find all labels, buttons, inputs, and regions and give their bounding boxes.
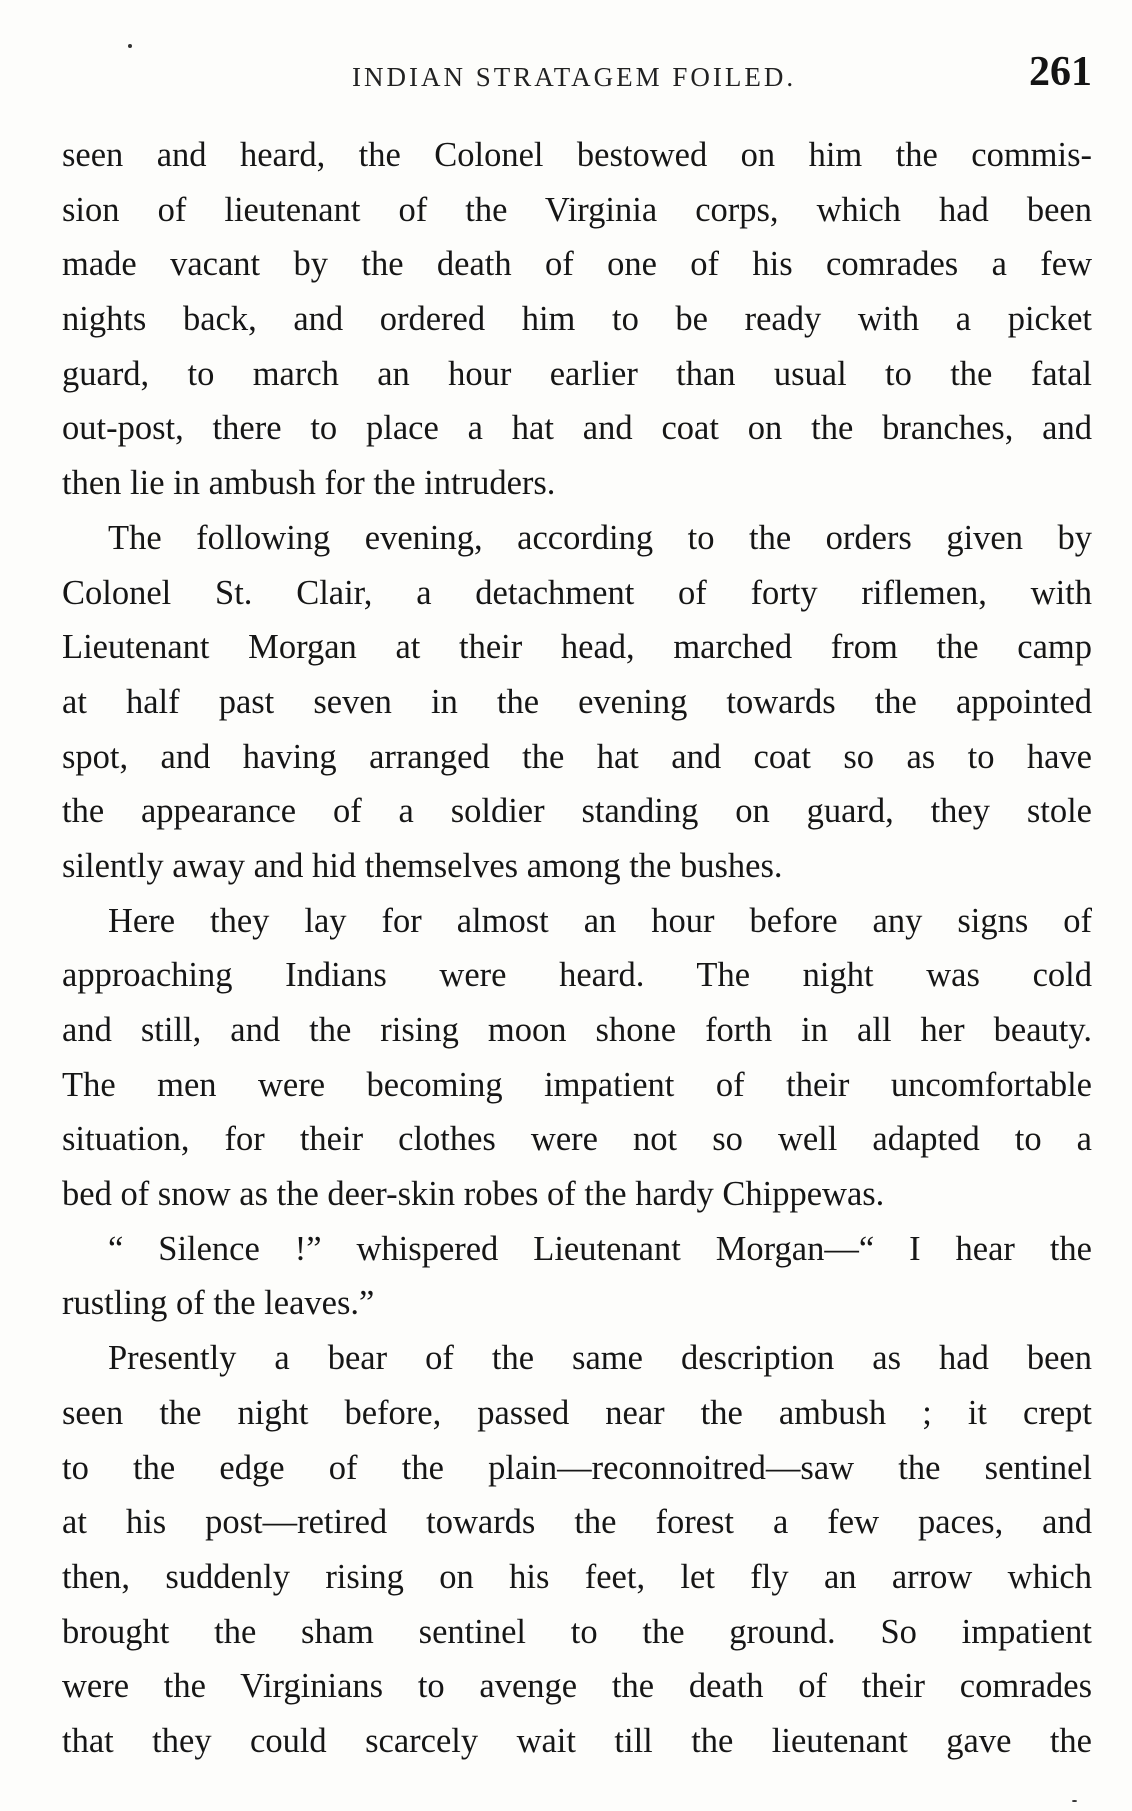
text-line: Here they lay for almost an hour before any signs of	[108, 901, 1092, 940]
paragraph-2	[62, 511, 1092, 894]
running-title: INDIAN STRATAGEM FOILED.	[352, 62, 797, 92]
text-line: “ Silence !” whispered Lieutenant Morgan—“ I hear the	[108, 1229, 1092, 1268]
text-line: seen the night before, passed near the ambush ; it crept	[62, 1393, 1092, 1432]
text-line: brought the sham sentinel to the ground. So impatient	[62, 1612, 1092, 1651]
text-line: approaching Indians were heard. The night was cold	[62, 956, 1092, 995]
text-line: then, suddenly rising on his feet, let fly an arrow which	[62, 1557, 1092, 1596]
text-line: silently away and hid themselves among the bushes.	[62, 846, 783, 885]
text-line: guard, to march an hour earlier than usual to the fatal	[62, 354, 1092, 393]
paragraph-4	[62, 1222, 1092, 1331]
text-line: Colonel St. Clair, a detachment of forty riflemen, with	[62, 573, 1092, 612]
text-line: nights back, and ordered him to be ready with a picket	[62, 300, 1092, 339]
print-speck	[128, 44, 132, 48]
text-line: then lie in ambush for the intruders.	[62, 464, 556, 503]
text-line: made vacant by the death of one of his comrades a few	[62, 245, 1092, 284]
text-line: seen and heard, the Colonel bestowed on him the commis-	[62, 136, 1092, 174]
running-head	[62, 48, 1092, 108]
print-speck	[1072, 1800, 1077, 1802]
body-text	[62, 128, 1092, 1769]
text-line: were the Virginians to avenge the death of their comrades	[62, 1667, 1092, 1706]
text-line: that they could scarcely wait till the lieutenant gave the	[62, 1721, 1092, 1760]
text-line: the appearance of a soldier standing on guard, they stole	[62, 792, 1092, 831]
paragraph-3	[62, 894, 1092, 1222]
paragraph-1	[62, 128, 1092, 511]
text-line: bed of snow as the deer-skin robes of the hardy Chippewas.	[62, 1175, 885, 1214]
text-line: Presently a bear of the same description as had been	[108, 1339, 1092, 1378]
text-line: situation, for their clothes were not so well adapted to a	[62, 1120, 1092, 1159]
text-line: sion of lieutenant of the Virginia corps, which had been	[62, 190, 1092, 229]
text-line: Lieutenant Morgan at their head, marched from the camp	[62, 628, 1092, 667]
text-line: The following evening, according to the orders given by	[108, 518, 1092, 557]
text-line: out-post, there to place a hat and coat on the branches, and	[62, 409, 1092, 448]
text-line: at his post—retired towards the forest a few paces, and	[62, 1503, 1092, 1542]
text-line: at half past seven in the evening towards the appointed	[62, 682, 1092, 721]
text-line: The men were becoming impatient of their uncomfortable	[62, 1065, 1092, 1104]
page-number: 261	[1029, 49, 1092, 95]
text-line: to the edge of the plain—reconnoitred—saw the sentinel	[62, 1448, 1092, 1487]
text-line: spot, and having arranged the hat and coat so as to have	[62, 737, 1092, 776]
paragraph-5	[62, 1331, 1092, 1769]
text-line: and still, and the rising moon shone forth in all her beauty.	[62, 1011, 1092, 1049]
text-line: rustling of the leaves.”	[62, 1284, 375, 1323]
